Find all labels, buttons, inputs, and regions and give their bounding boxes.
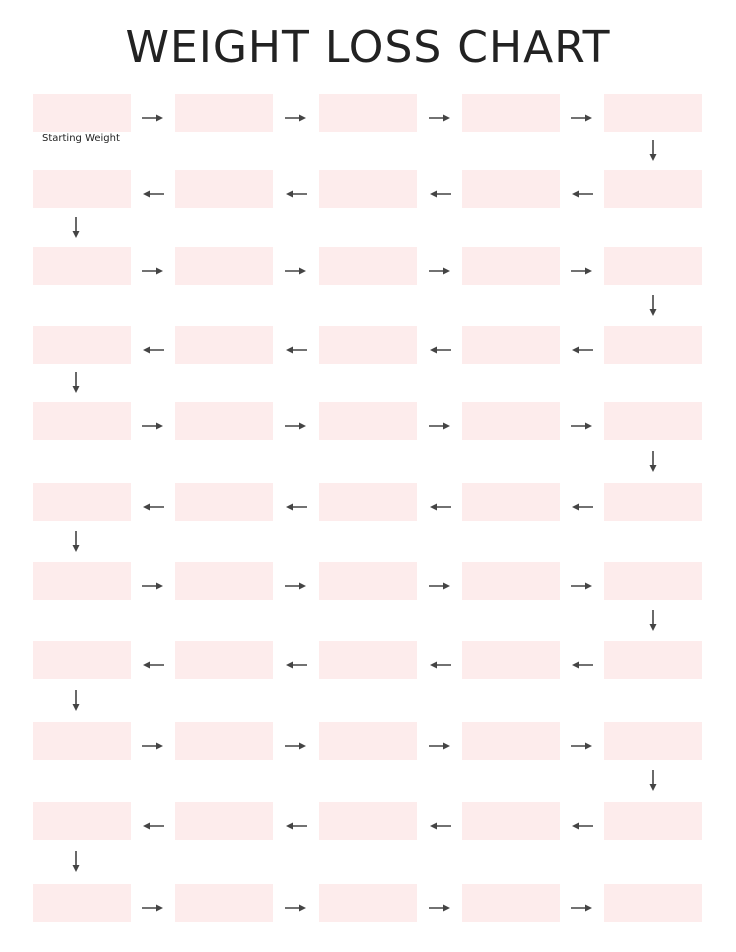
- weight-entry-box[interactable]: [33, 884, 131, 922]
- arrow-left-icon: [429, 184, 451, 203]
- arrow-right-icon: [285, 576, 307, 595]
- weight-entry-box[interactable]: [604, 802, 702, 840]
- weight-entry-box[interactable]: [33, 94, 131, 132]
- arrow-down-icon: [648, 140, 658, 166]
- weight-entry-box[interactable]: [175, 562, 273, 600]
- arrow-left-icon: [142, 655, 164, 674]
- weight-entry-box[interactable]: [604, 722, 702, 760]
- weight-entry-box[interactable]: [604, 326, 702, 364]
- weight-entry-box[interactable]: [175, 94, 273, 132]
- arrow-left-icon: [571, 655, 593, 674]
- arrow-down-icon: [648, 295, 658, 321]
- weight-entry-box[interactable]: [604, 884, 702, 922]
- arrow-right-icon: [285, 261, 307, 280]
- arrow-right-icon: [571, 261, 593, 280]
- arrow-left-icon: [285, 655, 307, 674]
- arrow-left-icon: [571, 340, 593, 359]
- page-title: WEIGHT LOSS CHART: [125, 22, 611, 73]
- weight-entry-box[interactable]: [319, 94, 417, 132]
- weight-entry-box[interactable]: [604, 94, 702, 132]
- arrow-down-icon: [71, 531, 81, 557]
- weight-entry-box[interactable]: [319, 884, 417, 922]
- arrow-right-icon: [571, 108, 593, 127]
- weight-entry-box[interactable]: [33, 402, 131, 440]
- arrow-down-icon: [648, 451, 658, 477]
- arrow-right-icon: [142, 261, 164, 280]
- weight-entry-box[interactable]: [175, 247, 273, 285]
- weight-entry-box[interactable]: [462, 641, 560, 679]
- starting-weight-label: Starting Weight: [42, 133, 120, 144]
- weight-entry-box[interactable]: [33, 641, 131, 679]
- arrow-down-icon: [71, 851, 81, 877]
- weight-entry-box[interactable]: [462, 562, 560, 600]
- weight-entry-box[interactable]: [33, 483, 131, 521]
- arrow-down-icon: [648, 610, 658, 636]
- weight-entry-box[interactable]: [462, 722, 560, 760]
- weight-entry-box[interactable]: [319, 170, 417, 208]
- arrow-right-icon: [285, 736, 307, 755]
- arrow-left-icon: [571, 816, 593, 835]
- arrow-right-icon: [285, 416, 307, 435]
- weight-entry-box[interactable]: [462, 884, 560, 922]
- weight-entry-box[interactable]: [175, 326, 273, 364]
- weight-entry-box[interactable]: [319, 326, 417, 364]
- arrow-right-icon: [429, 416, 451, 435]
- weight-entry-box[interactable]: [319, 722, 417, 760]
- weight-entry-box[interactable]: [462, 802, 560, 840]
- weight-entry-box[interactable]: [604, 247, 702, 285]
- weight-entry-box[interactable]: [319, 483, 417, 521]
- weight-entry-box[interactable]: [175, 802, 273, 840]
- weight-entry-box[interactable]: [462, 247, 560, 285]
- arrow-right-icon: [429, 898, 451, 917]
- arrow-down-icon: [71, 217, 81, 243]
- arrow-left-icon: [571, 497, 593, 516]
- arrow-right-icon: [571, 898, 593, 917]
- arrow-right-icon: [571, 736, 593, 755]
- arrow-right-icon: [142, 898, 164, 917]
- arrow-right-icon: [285, 898, 307, 917]
- arrow-left-icon: [142, 340, 164, 359]
- arrow-left-icon: [285, 497, 307, 516]
- weight-entry-box[interactable]: [462, 94, 560, 132]
- arrow-down-icon: [648, 770, 658, 796]
- weight-entry-box[interactable]: [604, 562, 702, 600]
- weight-entry-box[interactable]: [33, 170, 131, 208]
- arrow-down-icon: [71, 372, 81, 398]
- weight-entry-box[interactable]: [319, 402, 417, 440]
- arrow-left-icon: [285, 816, 307, 835]
- weight-entry-box[interactable]: [175, 170, 273, 208]
- weight-entry-box[interactable]: [175, 641, 273, 679]
- arrow-left-icon: [285, 184, 307, 203]
- weight-entry-box[interactable]: [462, 483, 560, 521]
- weight-entry-box[interactable]: [604, 483, 702, 521]
- weight-entry-box[interactable]: [175, 722, 273, 760]
- arrow-left-icon: [142, 184, 164, 203]
- arrow-right-icon: [429, 108, 451, 127]
- arrow-right-icon: [142, 736, 164, 755]
- weight-entry-box[interactable]: [604, 402, 702, 440]
- arrow-right-icon: [429, 736, 451, 755]
- arrow-left-icon: [429, 816, 451, 835]
- weight-entry-box[interactable]: [319, 641, 417, 679]
- arrow-right-icon: [142, 576, 164, 595]
- weight-entry-box[interactable]: [175, 483, 273, 521]
- arrow-right-icon: [429, 261, 451, 280]
- arrow-right-icon: [429, 576, 451, 595]
- arrow-right-icon: [571, 416, 593, 435]
- arrow-left-icon: [142, 497, 164, 516]
- weight-entry-box[interactable]: [319, 802, 417, 840]
- weight-entry-box[interactable]: [319, 247, 417, 285]
- weight-entry-box[interactable]: [462, 402, 560, 440]
- arrow-down-icon: [71, 690, 81, 716]
- weight-entry-box[interactable]: [604, 170, 702, 208]
- weight-entry-box[interactable]: [33, 247, 131, 285]
- weight-entry-box[interactable]: [175, 884, 273, 922]
- weight-entry-box[interactable]: [33, 802, 131, 840]
- arrow-left-icon: [429, 497, 451, 516]
- weight-entry-box[interactable]: [33, 722, 131, 760]
- arrow-right-icon: [285, 108, 307, 127]
- arrow-left-icon: [571, 184, 593, 203]
- weight-entry-box[interactable]: [175, 402, 273, 440]
- weight-entry-box[interactable]: [604, 641, 702, 679]
- arrow-left-icon: [429, 340, 451, 359]
- arrow-right-icon: [142, 108, 164, 127]
- arrow-right-icon: [571, 576, 593, 595]
- arrow-left-icon: [142, 816, 164, 835]
- arrow-left-icon: [429, 655, 451, 674]
- weight-entry-box[interactable]: [462, 170, 560, 208]
- arrow-right-icon: [142, 416, 164, 435]
- weight-entry-box[interactable]: [33, 562, 131, 600]
- weight-entry-box[interactable]: [33, 326, 131, 364]
- weight-entry-box[interactable]: [462, 326, 560, 364]
- weight-entry-box[interactable]: [319, 562, 417, 600]
- arrow-left-icon: [285, 340, 307, 359]
